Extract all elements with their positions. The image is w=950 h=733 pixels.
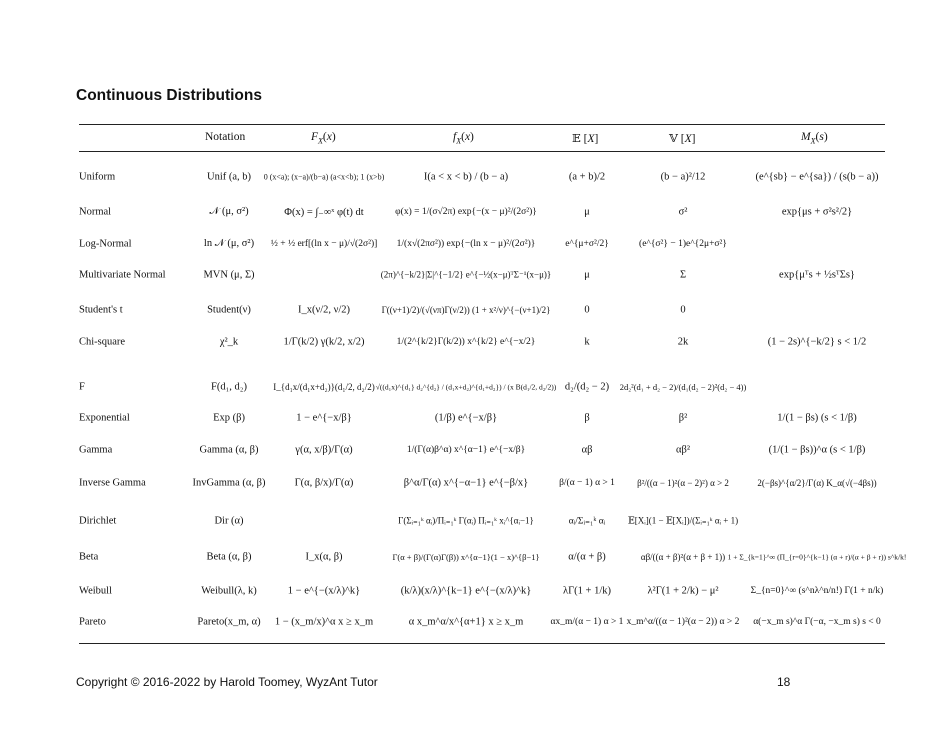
dist-notation: Pareto(x_m, α) [197,616,261,628]
dist-variance: αβ² [676,444,690,456]
dist-notation: F(d₁, d₂) [211,381,247,393]
dist-name: Exponential [79,412,130,424]
dist-name: Uniform [79,171,116,183]
dist-pdf: (k/λ)(x/λ)^{k−1} e^{−(x/λ)^k} [400,585,532,597]
dist-mgf: α(−x_m s)^α Γ(−α, −x_m s) s < 0 [753,617,881,627]
dist-notation: Exp (β) [213,412,245,424]
dist-name: Dirichlet [79,515,117,527]
dist-variance: αβ/((α + β)²(α + β + 1)) [640,552,726,562]
dist-variance: (b − a)²/12 [660,171,706,183]
dist-cdf: ½ + ½ erf[(ln x − μ)/√(2σ²)] [270,239,378,249]
dist-mean: 0 [584,304,590,316]
dist-mean: λΓ(1 + 1/k) [563,585,611,597]
dist-notation: Dir (α) [214,515,244,527]
dist-pdf: 1/(Γ(α)β^α) x^{α−1} e^{−x/β} [406,445,526,455]
dist-name: Inverse Gamma [79,477,146,489]
header-pdf: $f_X(x)$ [453,131,474,146]
header-variance: 𝕍 [X] [669,133,696,145]
dist-notation: Unif (a, b) [206,171,252,183]
dist-cdf: Φ(x) = ∫₋∞ˣ φ(t) dt [284,207,364,218]
dist-mgf: (e^{sb} − e^{sa}) / (s(b − a)) [755,171,879,183]
dist-pdf: (2π)^{−k/2}|Σ|^{−1/2} e^{−½(x−μ)ᵀΣ⁻¹(x−μ)} [380,269,552,280]
header-mean: 𝔼 [X] [572,133,599,145]
table-bottom-rule [79,643,885,644]
dist-cdf: 1 − e^{−x/β} [296,412,352,424]
dist-name: Chi-square [79,336,126,348]
dist-variance: (e^{σ²} − 1)e^{2μ+σ²} [639,239,727,249]
table-header-rule [79,151,885,152]
dist-variance: β²/((α − 1)²(α − 2)²) α > 2 [637,478,729,488]
dist-notation: 𝒩 (μ, σ²) [209,206,249,217]
dist-mean: α/(α + β) [568,551,606,563]
dist-name: Gamma [79,444,113,456]
dist-variance: 0 [680,304,686,316]
dist-variance: β² [678,412,688,424]
dist-mean: β/(α − 1) α > 1 [559,478,615,488]
dist-pdf: Γ((ν+1)/2)/(√(νπ)Γ(ν/2)) (1 + x²/ν)^{−(ν+1)/2} [381,305,551,315]
dist-notation: Beta (α, β) [206,551,252,563]
dist-mean: e^{μ+σ²/2} [565,239,609,249]
dist-mgf: Σ_{n=0}^∞ (s^nλ^n/n!) Γ(1 + n/k) [750,586,884,596]
dist-name: Weibull [79,585,112,597]
dist-variance: x_m^α/((α − 1)²(α − 2)) α > 2 [626,617,740,627]
dist-variance: λ²Γ(1 + 2/k) − μ² [647,585,719,597]
dist-pdf: (1/β) e^{−x/β} [434,412,498,424]
dist-pdf: α x_m^α/x^{α+1} x ≥ x_m [408,616,524,628]
dist-cdf: I_x(α, β) [305,551,343,563]
dist-mean: αx_m/(α − 1) α > 1 [550,617,624,627]
dist-mean: β [584,412,590,424]
header-mgf: $M_X(s)$ [801,131,828,146]
dist-pdf: √((d₁x)^{d₁} d₂^{d₂} / (d₁x+d₂)^{d₁+d₂}) / (x B(d₁/2, d₂/2)) [375,382,557,392]
dist-mgf: exp{μᵀs + ½sᵀΣs} [779,269,855,281]
dist-variance: Σ [679,269,687,281]
dist-mgf: 2(−βs)^{α/2}/Γ(α) K_α(√(−4βs)) [757,478,877,488]
dist-notation: MVN (μ, Σ) [203,269,255,281]
dist-mgf: 1 + Σ_{k=1}^∞ (Π_{r=0}^{k−1} (α + r)/(α + β + r)) s^k/k! [727,552,907,562]
dist-notation: Weibull(λ, k) [201,585,257,597]
dist-name: Log-Normal [79,238,132,250]
table-top-rule [79,124,885,125]
dist-pdf: φ(x) = 1/(σ√2π) exp{−(x − μ)²/(2σ²)} [395,207,537,217]
dist-cdf: 0 (x<a); (x−a)/(b−a) (a<x<b); 1 (x>b) [263,172,385,182]
dist-cdf: 1/Γ(k/2) γ(k/2, x/2) [283,336,365,348]
dist-cdf: I_x(ν/2, ν/2) [297,304,351,316]
dist-variance: 𝔼[Xᵢ](1 − 𝔼[Xᵢ])/(Σᵢ₌₁ᵏ αᵢ + 1) [627,515,739,526]
dist-name: Student's t [79,304,123,316]
page-title: Continuous Distributions [76,87,262,104]
dist-variance: 2k [677,336,689,348]
dist-variance: σ² [678,206,688,218]
dist-pdf: β^α/Γ(α) x^{−α−1} e^{−β/x} [403,477,529,489]
dist-name: Normal [79,206,112,218]
dist-mean: d₂/(d₂ − 2) [564,381,610,393]
dist-mgf: (1/(1 − βs))^α (s < 1/β) [768,444,866,456]
dist-cdf: I_{d₁x/(d₁x+d₂)}(d₁/2, d₂/2) [273,382,375,392]
dist-cdf: 1 − (x_m/x)^α x ≥ x_m [274,616,374,628]
header-cdf: $F_X(x)$ [311,131,336,146]
page-number: 18 [777,675,791,689]
dist-mean: μ [584,269,590,281]
dist-name: F [79,381,85,393]
dist-pdf: Γ(Σᵢ₌₁ᵏ αᵢ)/Πᵢ₌₁ᵏ Γ(αᵢ) Πᵢ₌₁ᵏ xᵢ^{αᵢ−1} [398,515,534,526]
dist-cdf: Γ(α, β/x)/Γ(α) [294,477,354,489]
dist-name: Beta [79,551,99,563]
dist-mgf: 1/(1 − βs) (s < 1/β) [777,412,857,424]
copyright-notice: Copyright © 2016-2022 by Harold Toomey, WyzAnt Tutor [76,675,378,689]
dist-mgf: exp{μs + σ²s²/2} [781,206,853,218]
dist-notation: χ²_k [219,336,239,348]
dist-mean: αᵢ/Σᵢ₌₁ᵏ αᵢ [568,516,606,527]
dist-pdf: 1/(x√(2πσ²)) exp{−(ln x − μ)²/(2σ²)} [396,239,536,249]
dist-name: Multivariate Normal [79,269,166,281]
dist-notation: Student(ν) [207,304,251,316]
dist-pdf: I(a < x < b) / (b − a) [423,171,509,183]
dist-pdf: 1/(2^{k/2}Γ(k/2)) x^{k/2} e^{−x/2} [396,337,536,347]
dist-variance: 2d₂²(d₁ + d₂ − 2)/(d₁(d₂ − 2)²(d₂ − 4)) [619,382,747,392]
dist-mean: k [584,336,590,348]
dist-pdf: Γ(α + β)/(Γ(α)Γ(β)) x^{α−1}(1 − x)^{β−1} [392,552,540,562]
dist-cdf: 1 − e^{−(x/λ)^k} [287,585,361,597]
dist-name: Pareto [79,616,106,628]
dist-notation: Gamma (α, β) [199,444,259,456]
dist-notation: InvGamma (α, β) [192,477,266,489]
dist-mean: μ [584,206,590,218]
header-notation: Notation [205,131,246,143]
dist-mgf: (1 − 2s)^{−k/2} s < 1/2 [767,336,867,348]
dist-mean: αβ [581,444,593,456]
dist-mean: (a + b)/2 [568,171,606,183]
dist-notation: ln 𝒩 (μ, σ²) [203,238,255,249]
dist-cdf: γ(α, x/β)/Γ(α) [295,444,353,456]
